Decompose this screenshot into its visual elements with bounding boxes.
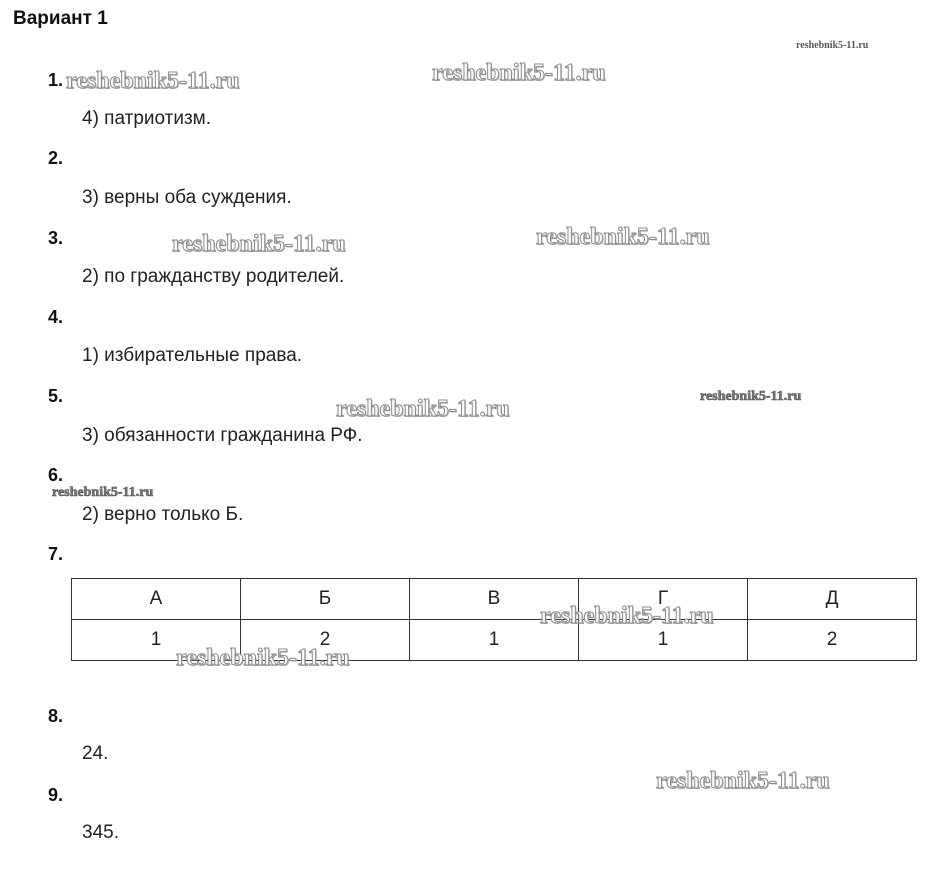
table-header-row <box>72 579 917 620</box>
table-header-cell: Д <box>748 579 917 620</box>
answer-8: 24. <box>82 743 109 764</box>
table-cell: 1 <box>410 620 579 661</box>
table-header-cell: Г <box>579 579 748 620</box>
watermark: reshebnik5-11.ru <box>336 396 510 422</box>
page-title: Вариант 1 <box>13 8 108 29</box>
watermark: reshebnik5-11.ru <box>172 231 346 257</box>
table-cell: 1 <box>72 620 241 661</box>
question-number-9: 9. <box>48 785 64 805</box>
question-number-1: 1. <box>48 70 64 90</box>
question-number-8: 8. <box>48 706 64 726</box>
watermark: reshebnik5-11.ru <box>796 40 869 51</box>
answer-9: 345. <box>82 822 119 843</box>
question-number-3: 3. <box>48 228 64 248</box>
watermark: reshebnik5-11.ru <box>52 485 154 500</box>
table-header-cell: А <box>72 579 241 620</box>
question-number-7: 7. <box>48 544 64 564</box>
watermark: reshebnik5-11.ru <box>540 603 714 629</box>
watermark: reshebnik5-11.ru <box>700 389 802 404</box>
answer-3: 2) по гражданству родителей. <box>82 266 345 287</box>
answer-1: 4) патриотизм. <box>82 108 212 129</box>
answer-6: 2) верно только Б. <box>82 504 244 525</box>
question-number-6: 6. <box>48 465 64 485</box>
question-number-2: 2. <box>48 148 64 168</box>
answer-2: 3) верны оба суждения. <box>82 187 292 208</box>
watermark: reshebnik5-11.ru <box>66 68 240 94</box>
table-cell: 2 <box>748 620 917 661</box>
question-number-4: 4. <box>48 307 64 327</box>
answer-5: 3) обязанности гражданина РФ. <box>82 425 363 446</box>
table-header-cell: Б <box>241 579 410 620</box>
watermark: reshebnik5-11.ru <box>536 224 710 250</box>
table-header-cell: В <box>410 579 579 620</box>
watermark: reshebnik5-11.ru <box>656 768 830 794</box>
watermark: reshebnik5-11.ru <box>432 60 606 86</box>
question-number-5: 5. <box>48 386 64 406</box>
table-cell: 1 <box>579 620 748 661</box>
table-cell: 2 <box>241 620 410 661</box>
answer-4: 1) избирательные права. <box>82 345 303 366</box>
watermark: reshebnik5-11.ru <box>176 645 350 671</box>
